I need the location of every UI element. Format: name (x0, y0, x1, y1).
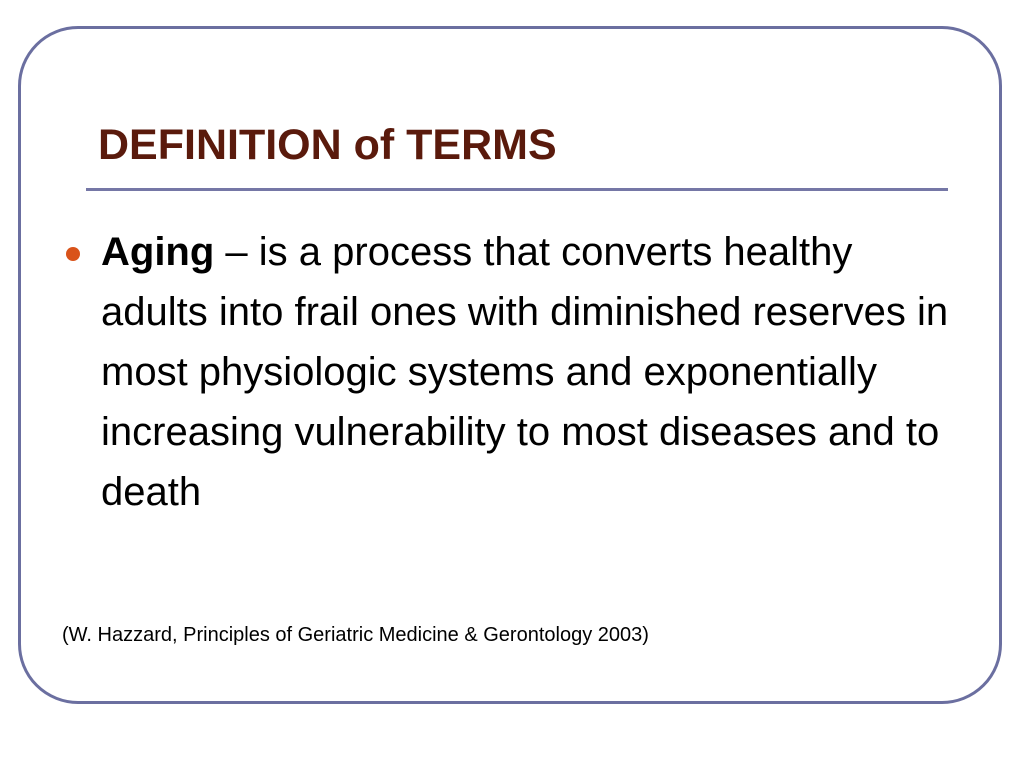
bullet-list (64, 222, 964, 522)
bullet-dot-icon (66, 247, 80, 261)
title-divider (86, 188, 948, 191)
slide-title: DEFINITION of TERMS (98, 121, 557, 169)
term-label: Aging (101, 230, 215, 274)
list-item (64, 222, 964, 522)
term-definition: – is a process that converts healthy adults into frail ones with diminished reserves in most physiologic systems and exponentially increasing vulnerability to most diseases and to death (101, 230, 949, 514)
citation: (W. Hazzard, Principles of Geriatric Medicine & Gerontology 2003) (62, 624, 649, 646)
